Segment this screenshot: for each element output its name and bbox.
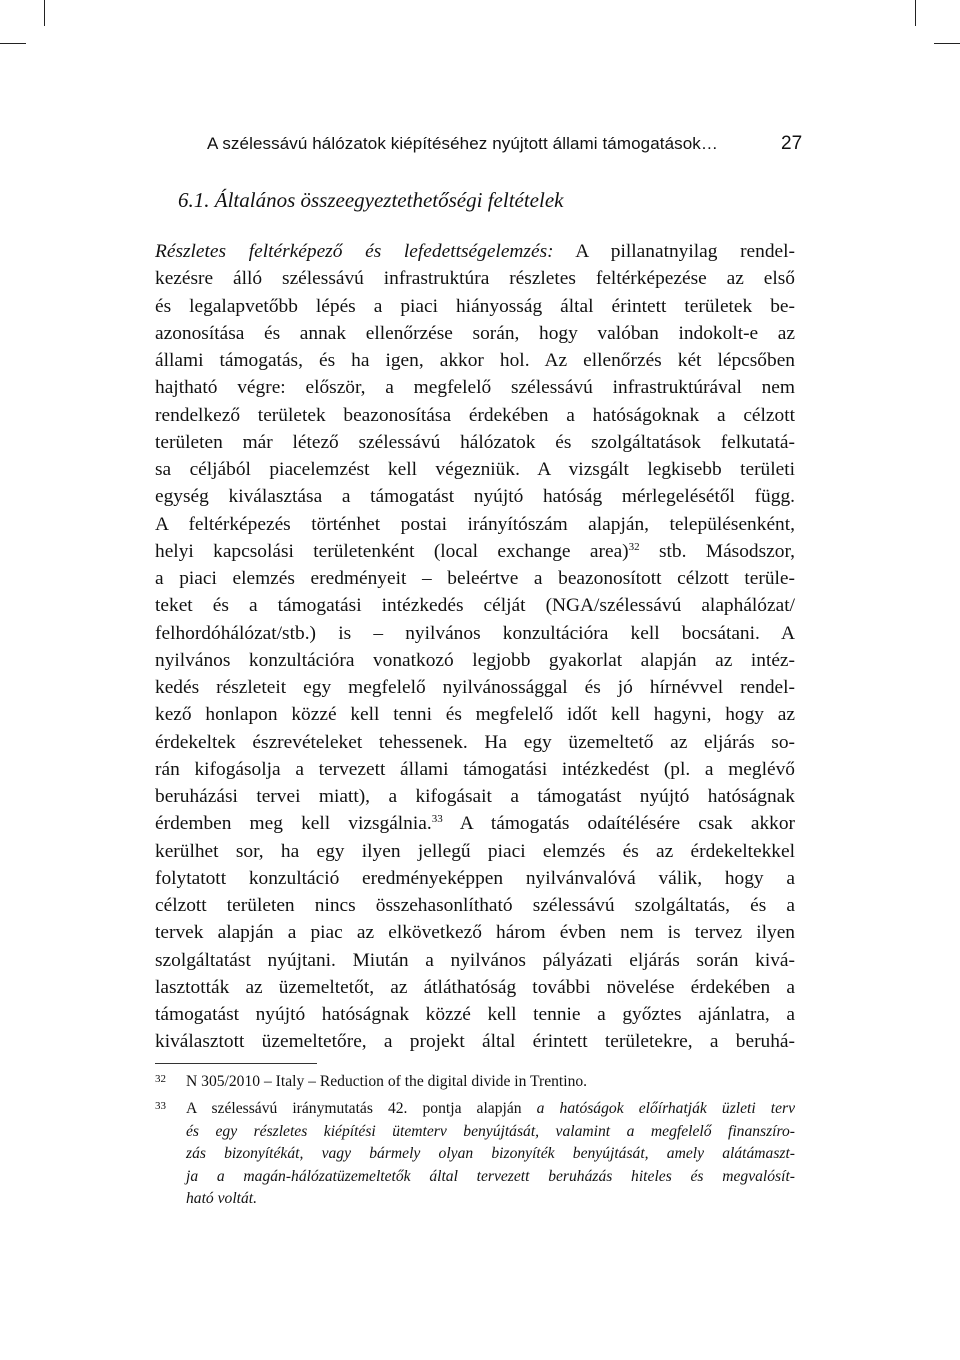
crop-mark bbox=[0, 43, 26, 44]
body-line: Részletes feltérképező és lefedettségelemzés: A pillanatnyilag rendel- bbox=[155, 241, 796, 262]
footnote-text: N 305/2010 – Italy – Reduction of the digital divide in Trentino. bbox=[186, 1073, 588, 1090]
body-line: érdekeltek észrevételeket tehessenek. Ha egy üzemeltető az eljárás so- bbox=[155, 731, 795, 753]
body-line: folytatott konzultáció eredményeképpen nyilvánvalóvá válik, hogy a bbox=[155, 867, 795, 889]
running-header: A szélessávú hálózatok kiépítéséhez nyújtott állami támogatások… bbox=[207, 134, 719, 153]
body-line: és legalapvetőbb lépés a piaci hiányosság által érintett területek be- bbox=[155, 295, 795, 317]
body-line: kiválasztott üzemeltetőre, a projekt által érintett területekre, a beruhá- bbox=[155, 1031, 795, 1053]
body-line: A feltérképezés történhet postai irányítószám alapján, településenként, bbox=[155, 513, 795, 535]
body-line: helyi kapcsolási területenként (local exchange area)$^{32}$ stb. Másodszor, bbox=[155, 540, 795, 562]
body-line: kező honlapon közzé kell tenni és megfelelő időt kell hagyni, hogy az bbox=[155, 704, 795, 726]
footnote-separator bbox=[155, 1063, 317, 1064]
body-line: a piaci elemzés eredményeit – beleértve a beazonosított célzott terüle- bbox=[155, 568, 795, 589]
crop-mark bbox=[915, 0, 916, 26]
body-line: kedés részleteit egy megfelelő nyilvánossággal és jó hírnévvel rendel- bbox=[155, 677, 795, 698]
page-number: 27 bbox=[781, 133, 803, 154]
body-line: lasztották az üzemeltetőt, az átláthatóság további növelése érdekében a bbox=[155, 976, 795, 998]
body-line: felhordóhálózat/stb.) is – nyilvános konzultációra kell bocsátani. A bbox=[155, 622, 795, 644]
crop-mark bbox=[44, 0, 45, 26]
body-line: állami támogatás, és ha igen, akkor hol. Az ellenőrzés két lépcsőben bbox=[155, 350, 795, 371]
body-paragraph bbox=[155, 238, 795, 1056]
body-line: hajtható végre: először, a megfelelő szélessávú infrastruktúrával nem bbox=[155, 377, 795, 399]
crop-mark bbox=[934, 43, 960, 44]
footnote-number: 33 bbox=[155, 1100, 166, 1112]
body-line: beruházási tervei miatt), a kifogásait a támogatást nyújtó hatóságnak bbox=[155, 786, 795, 807]
body-line: egység kiválasztása a támogatást nyújtó hatóság mérlegelésétől függ. bbox=[155, 486, 795, 508]
body-line: rán kifogásolja a tervezett állami támogatási intézkedést (pl. a meglévő bbox=[155, 758, 795, 780]
body-line: nyilvános konzultációra vonatkozó legjobb gyakorlat alapján az intéz- bbox=[155, 649, 795, 671]
body-line: érdemben meg kell vizsgálnia.$^{33}$ A támogatás odaítélésére csak akkor bbox=[155, 813, 795, 835]
footnote-ref-32[interactable]: 32 bbox=[628, 540, 640, 553]
body-line: teket és a támogatási intézkedés célját (NGA/szélessávú alaphálózat/ bbox=[155, 595, 795, 617]
body-line: rendelkező területek beazonosítása érdekében a hatóságoknak a célzott bbox=[155, 404, 795, 426]
body-line: azonosítása és annak ellenőrzése során, hogy valóban indokolt-e az bbox=[155, 322, 795, 344]
footnote-text: A szélessávú iránymutatás 42. pontja alapján a hatóságok előírhatják üzleti terv és egy részletes kiépítési ütemterv benyújtását, valamint a megfelelő finanszíro- zás bizonyítékát, vagy bármely olyan bizonyíték benyújtását, amely alátámaszt- ja a magán-hálózatüzemeltetők által tervezett beruházás hiteles és megvalósít- ható voltát. bbox=[186, 1100, 795, 1208]
body-line: sa céljából piacelemzést kell végezniük. A vizsgált legkisebb területi bbox=[155, 459, 795, 480]
body-line: kezésre álló szélessávú infrastruktúra részletes feltérképezése az első bbox=[155, 268, 795, 290]
footnote-number: 32 bbox=[155, 1073, 166, 1085]
body-line: tervek alapján a piac az elkövetkező három évben nem is tervez ilyen bbox=[155, 922, 795, 944]
body-line: kerülhet sor, ha egy ilyen jellegű piaci elemzés és az érdekeltekkel bbox=[155, 840, 795, 862]
body-line: szolgáltatást nyújtani. Miután a nyilvános pályázati eljárás során kivá- bbox=[155, 949, 795, 971]
footnote-ref-33[interactable]: 33 bbox=[431, 813, 443, 826]
body-line: célzott területen nincs összehasonlítható szélessávú szolgáltatás, és a bbox=[155, 895, 795, 916]
section-heading: 6.1. Általános összeegyeztethetőségi feltételek bbox=[178, 188, 564, 212]
body-line: területen már létező szélessávú hálózatok és szolgáltatások felkutatá- bbox=[155, 431, 795, 453]
body-line: támogatást nyújtó hatóságnak közzé kell tennie a győztes ajánlatra, a bbox=[155, 1004, 795, 1025]
run-in-heading: Részletes feltérképező és lefedettségelemzés: bbox=[155, 241, 554, 262]
